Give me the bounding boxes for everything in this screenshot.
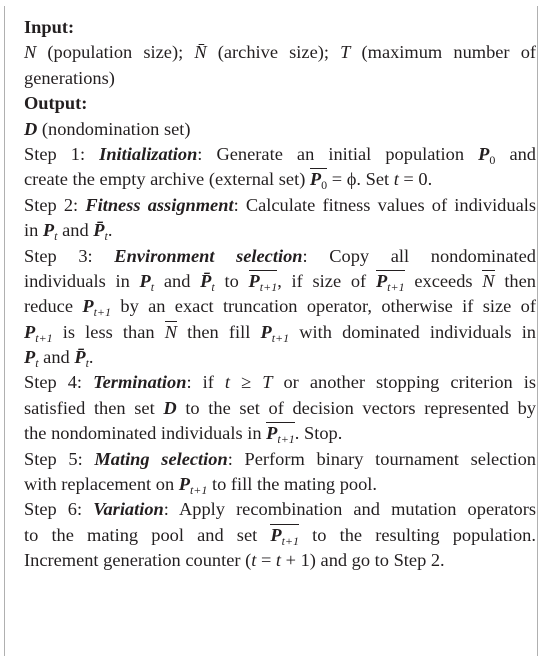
step2-title: Fitness assignment	[85, 194, 234, 215]
step5-line2: with replacement on $P_{t+1}$ to fill the mating pool.	[24, 474, 377, 498]
input-description-line2: generations)	[24, 67, 115, 88]
step4-line3: the nondominated individuals in $P_{t+1}$. Stop.	[24, 423, 343, 447]
output-heading: Output:	[24, 93, 88, 114]
step3-line4: $P_{t+1}$ is less than N then fill $P_{t+1}$ with dominated individuals in	[24, 321, 536, 345]
step6-line1: Step 6: Variation: Apply recombination and mutation operators	[24, 499, 536, 520]
step4-line2: satisfied then set D to the set of decision vectors represented by	[24, 397, 536, 418]
step1-line1: Step 1: Initialization: Generate an initial population $P_0$ and	[24, 143, 536, 167]
step5-title: Mating selection	[94, 448, 228, 469]
step1-title: Initialization	[99, 143, 198, 164]
step6-title: Variation	[93, 499, 164, 520]
step3-line5: $P_t$ and $P̄_t$.	[24, 347, 94, 371]
input-description-line1: N (population size); N̄ (archive size); T (maximum number of	[24, 42, 537, 63]
step2-line2: in $P_t$ and $P̄_t$.	[24, 220, 113, 244]
step6-line3: Increment generation counter (t = t + 1) and go to Step 2.	[24, 550, 445, 571]
step3-line3: reduce $P_{t+1}$ by an exact truncation operator, otherwise if size of	[24, 296, 536, 320]
input-heading: Input:	[24, 17, 75, 37]
step4-title: Termination	[93, 372, 187, 393]
algorithm-content	[24, 15, 536, 574]
step3-line2: individuals in $P_t$ and $P̄_t$ to $P_{t+1}$, if size of $P_{t+1}$ exceeds N then	[24, 270, 536, 294]
step3-line1: Step 3: Environment selection: Copy all nondominated	[24, 245, 536, 266]
step1-line2: create the empty archive (external set) $P_0 = \phi$. Set t = 0.	[24, 169, 433, 193]
step2-line1: Step 2: Fitness assignment: Calculate fitness values of individuals	[24, 194, 537, 215]
output-description: D (nondomination set)	[24, 118, 191, 139]
step4-line1: Step 4: Termination: if t ≥ T or another stopping criterion is	[24, 372, 537, 393]
step6-line2: to the mating pool and set $P_{t+1}$ to the resulting population.	[24, 524, 536, 548]
step5-line1: Step 5: Mating selection: Perform binary tournament selection	[24, 448, 536, 469]
step3-title: Environment selection	[114, 245, 303, 266]
algorithm-box	[4, 6, 538, 656]
